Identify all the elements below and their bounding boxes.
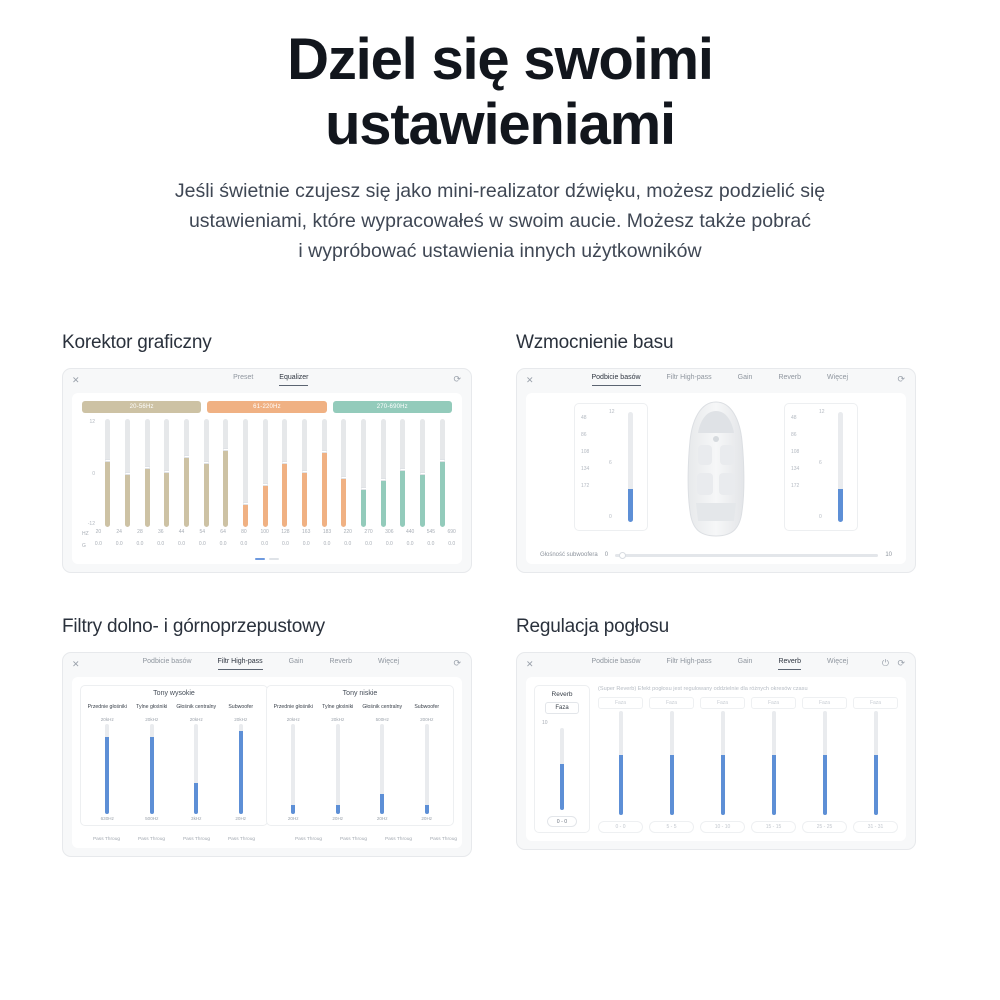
phase-chip[interactable]: Faza bbox=[700, 697, 745, 709]
reverb-slider[interactable] bbox=[853, 711, 898, 815]
reverb-slider[interactable] bbox=[649, 711, 694, 815]
filter-column bbox=[130, 704, 175, 821]
reverb-slider-track[interactable] bbox=[619, 711, 623, 815]
equalizer-slider-track[interactable] bbox=[282, 419, 287, 527]
equalizer-slider-track[interactable] bbox=[322, 419, 327, 527]
card-bass-caption: Wzmocnienie basu bbox=[516, 332, 674, 353]
filter-slider[interactable] bbox=[291, 724, 295, 814]
filter-column bbox=[271, 704, 316, 821]
slider-handle[interactable] bbox=[302, 470, 307, 473]
subwoofer-volume-label: Głośność subwoofera bbox=[540, 552, 598, 558]
filter-top-frequency: 500Hz bbox=[375, 717, 389, 722]
filter-bottom-frequency: 20Hz bbox=[287, 816, 299, 821]
filter-top-frequency: 20kHz bbox=[286, 717, 300, 722]
equalizer-gain-label: 0.0 bbox=[385, 541, 393, 547]
filter-slider[interactable] bbox=[239, 724, 243, 814]
pagination-dot[interactable] bbox=[255, 558, 265, 560]
equalizer-gain-label: 0.0 bbox=[136, 541, 144, 547]
slider-handle[interactable] bbox=[440, 459, 445, 462]
band-mid: 61-220Hz bbox=[207, 401, 326, 413]
filter-slider[interactable] bbox=[150, 724, 154, 814]
equalizer-slider[interactable] bbox=[295, 419, 315, 527]
filter-pass-through-row bbox=[84, 837, 264, 842]
equalizer-slider-track[interactable] bbox=[302, 419, 307, 527]
equalizer-slider-track[interactable] bbox=[263, 419, 268, 527]
filters-topbar bbox=[63, 653, 471, 675]
pass-through-label[interactable]: Pass Throug bbox=[227, 837, 256, 842]
filter-column bbox=[360, 704, 405, 821]
filter-group-title: Tony niskie bbox=[342, 690, 378, 697]
filter-channel-label: Głośnik centralny bbox=[362, 704, 403, 710]
equalizer-slider[interactable] bbox=[196, 419, 216, 527]
equalizer-slider-track[interactable] bbox=[223, 419, 228, 527]
bass-left-scale-mid: 6 bbox=[609, 460, 612, 466]
filter-bottom-frequency: 3kHz bbox=[191, 816, 202, 821]
reverb-slider-track[interactable] bbox=[874, 711, 878, 815]
reverb-range-labels bbox=[598, 821, 898, 833]
phase-chip[interactable]: Faza bbox=[853, 697, 898, 709]
reverb-panel bbox=[526, 677, 906, 841]
equalizer-gain-label: 0.0 bbox=[302, 541, 310, 547]
bass-left-ticks bbox=[581, 410, 589, 495]
bass-right-slider[interactable] bbox=[838, 412, 843, 522]
equalizer-gain-label: 0.0 bbox=[198, 541, 206, 547]
subwoofer-max: 10 bbox=[885, 552, 892, 558]
filters-screen bbox=[62, 652, 472, 857]
bass-tick-label: 134 bbox=[581, 466, 590, 472]
equalizer-frequency-labels bbox=[88, 529, 462, 535]
filter-pass-through-row bbox=[286, 837, 466, 842]
page-title bbox=[0, 0, 1000, 158]
tab-reverb[interactable]: Reverb bbox=[329, 658, 353, 666]
slider-handle[interactable] bbox=[145, 466, 150, 469]
filter-bottom-frequency: 20Hz bbox=[421, 816, 433, 821]
bass-right-scale-top: 12 bbox=[819, 409, 825, 415]
reverb-topbar bbox=[517, 653, 915, 675]
filter-column bbox=[85, 704, 130, 821]
equalizer-gain-label: 0.0 bbox=[94, 541, 102, 547]
equalizer-frequency-label: 100 bbox=[260, 529, 269, 535]
equalizer-gain-label: 0.0 bbox=[115, 541, 123, 547]
reverb-tabs bbox=[534, 658, 906, 670]
refresh-icon[interactable]: ⟳ bbox=[453, 658, 461, 668]
reverb-sliders bbox=[598, 711, 898, 815]
tab-podbicie-bas-w[interactable]: Podbicie basów bbox=[591, 658, 641, 666]
close-icon[interactable]: ✕ bbox=[72, 658, 80, 669]
equalizer-gain-label: 0.0 bbox=[406, 541, 414, 547]
tab-equalizer[interactable]: Equalizer bbox=[279, 374, 308, 386]
equalizer-frequency-label: 440 bbox=[405, 529, 415, 535]
bass-tick-label: 134 bbox=[791, 466, 800, 472]
filter-channel-label: Tylne głośniki bbox=[136, 704, 168, 710]
card-equalizer bbox=[62, 332, 472, 573]
bass-panel bbox=[526, 393, 906, 564]
equalizer-slider[interactable] bbox=[118, 419, 138, 527]
equalizer-slider-track[interactable] bbox=[341, 419, 346, 527]
reverb-range-label[interactable]: 5 - 5 bbox=[649, 821, 694, 833]
slider-handle[interactable] bbox=[105, 459, 110, 462]
slider-handle[interactable] bbox=[164, 470, 169, 473]
page-subtitle bbox=[30, 176, 970, 267]
bass-tick-label: 108 bbox=[581, 449, 590, 455]
filter-top-frequency: 20kHz bbox=[145, 717, 159, 722]
equalizer-frequency-label: 183 bbox=[322, 529, 332, 535]
equalizer-slider[interactable] bbox=[216, 419, 236, 527]
tab-preset[interactable]: Preset bbox=[233, 374, 254, 382]
reverb-slider[interactable] bbox=[598, 711, 643, 815]
equalizer-g-rowlabel: G bbox=[82, 543, 86, 549]
y-tick-bottom: -12 bbox=[87, 521, 95, 527]
equalizer-slider[interactable] bbox=[432, 419, 452, 527]
equalizer-slider-track[interactable] bbox=[164, 419, 169, 527]
equalizer-frequency-label: 44 bbox=[178, 529, 185, 535]
equalizer-gain-label: 0.0 bbox=[178, 541, 185, 547]
filter-channel-label: Przednie głośniki bbox=[273, 704, 313, 710]
tab-gain[interactable]: Gain bbox=[288, 658, 304, 666]
equalizer-hz-rowlabel: HZ bbox=[82, 531, 89, 537]
pass-through-label[interactable]: Pass Throug bbox=[182, 837, 211, 842]
reverb-master-label: Reverb bbox=[551, 691, 573, 698]
slider-handle[interactable] bbox=[204, 461, 209, 464]
slider-handle[interactable] bbox=[341, 476, 346, 479]
equalizer-slider-track[interactable] bbox=[400, 419, 405, 527]
reverb-range-label[interactable]: 0 - 0 bbox=[598, 821, 643, 833]
phase-chip[interactable]: Faza bbox=[598, 697, 643, 709]
reverb-slider-track[interactable] bbox=[823, 711, 827, 815]
filter-top-frequency: 20kHz bbox=[100, 717, 114, 722]
close-icon[interactable]: ✕ bbox=[526, 658, 534, 669]
equalizer-slider[interactable] bbox=[98, 419, 118, 527]
filter-bottom-frequency: 500Hz bbox=[145, 816, 159, 821]
equalizer-frequency-label: 54 bbox=[199, 529, 206, 535]
equalizer-frequency-label: 36 bbox=[157, 529, 164, 535]
reverb-master-slider[interactable] bbox=[560, 728, 564, 810]
equalizer-frequency-label: 20 bbox=[95, 529, 102, 535]
bass-right-scale-bottom: 0 bbox=[819, 514, 822, 520]
equalizer-screen bbox=[62, 368, 472, 573]
tab-wi-cej[interactable]: Więcej bbox=[827, 374, 849, 382]
slider-handle[interactable] bbox=[381, 478, 386, 481]
tab-gain[interactable]: Gain bbox=[737, 658, 753, 666]
pass-through-label[interactable]: Pass Throug bbox=[429, 837, 458, 842]
power-icon[interactable]: ⏻ bbox=[881, 658, 889, 668]
bass-left-slider[interactable] bbox=[628, 412, 633, 522]
equalizer-frequency-label: 64 bbox=[220, 529, 226, 535]
tab-podbicie-bas-w[interactable]: Podbicie basów bbox=[592, 374, 641, 386]
reverb-range-label[interactable]: 10 - 10 bbox=[700, 821, 745, 833]
equalizer-frequency-label: 690 bbox=[447, 529, 456, 535]
filter-column bbox=[405, 704, 450, 821]
bass-right-ticks bbox=[791, 410, 799, 495]
tab-reverb[interactable]: Reverb bbox=[778, 374, 802, 382]
filter-slider[interactable] bbox=[380, 724, 384, 814]
filter-channel-label: Przednie głośniki bbox=[87, 704, 127, 710]
filter-slider[interactable] bbox=[194, 724, 198, 814]
subwoofer-min: 0 bbox=[604, 552, 609, 558]
tab-gain[interactable]: Gain bbox=[737, 374, 753, 382]
slider-handle[interactable] bbox=[263, 483, 268, 486]
slider-handle[interactable] bbox=[619, 552, 626, 559]
equalizer-slider[interactable] bbox=[314, 419, 334, 527]
tab-wi-cej[interactable]: Więcej bbox=[827, 658, 849, 666]
reverb-range-label[interactable]: 25 - 25 bbox=[802, 821, 847, 833]
filter-column bbox=[316, 704, 361, 821]
page-title-line2: ustawieniami bbox=[325, 91, 675, 157]
equalizer-frequency-label: 306 bbox=[385, 529, 394, 535]
reverb-slider[interactable] bbox=[802, 711, 847, 815]
filter-column bbox=[174, 704, 219, 821]
card-reverb-caption: Regulacja pogłosu bbox=[516, 616, 669, 637]
refresh-icon[interactable]: ⟳ bbox=[897, 658, 905, 668]
slider-handle[interactable] bbox=[400, 468, 405, 471]
equalizer-sliders[interactable] bbox=[98, 419, 452, 527]
filter-top-frequency: 20kHz bbox=[189, 717, 203, 722]
filter-group-low bbox=[266, 685, 454, 826]
slider-handle[interactable] bbox=[223, 448, 228, 451]
filter-bottom-frequency: 20Hz bbox=[332, 816, 344, 821]
bass-left-scale-bottom: 0 bbox=[609, 514, 612, 520]
equalizer-slider[interactable] bbox=[275, 419, 295, 527]
filter-top-frequency: 20kHz bbox=[234, 717, 248, 722]
filters-panel bbox=[72, 677, 462, 848]
bass-tick-label: 86 bbox=[791, 432, 797, 438]
equalizer-frequency-label: 128 bbox=[281, 529, 290, 535]
tab-podbicie-bas-w[interactable]: Podbicie basów bbox=[142, 658, 192, 666]
bass-tick-label: 48 bbox=[581, 415, 587, 421]
page-subtitle-line1: Jeśli świetnie czujesz się jako mini-realizator dźwięku, możesz podzielić się bbox=[174, 179, 826, 202]
equalizer-frequency-label: 545 bbox=[426, 529, 436, 535]
reverb-screen bbox=[516, 652, 916, 850]
equalizer-y-axis bbox=[82, 419, 96, 527]
bass-tick-label: 172 bbox=[791, 483, 800, 489]
close-icon[interactable]: ✕ bbox=[526, 374, 534, 385]
filter-bottom-frequency: 20Hz bbox=[376, 816, 388, 821]
card-equalizer-caption: Korektor graficzny bbox=[62, 332, 212, 353]
equalizer-slider[interactable] bbox=[373, 419, 393, 527]
tab-reverb[interactable]: Reverb bbox=[778, 658, 801, 670]
close-icon[interactable]: ✕ bbox=[72, 374, 80, 385]
reverb-master-scale-top: 10 bbox=[542, 720, 548, 726]
slider-handle[interactable] bbox=[420, 472, 425, 475]
refresh-icon[interactable]: ⟳ bbox=[453, 374, 461, 384]
equalizer-slider[interactable] bbox=[334, 419, 354, 527]
filter-slider[interactable] bbox=[105, 724, 109, 814]
bass-left-scale-top: 12 bbox=[609, 409, 615, 415]
equalizer-gain-label: 0.0 bbox=[448, 541, 456, 547]
bass-tick-label: 108 bbox=[791, 449, 800, 455]
page-title-line1: Dziel się swoimi bbox=[287, 27, 713, 92]
equalizer-slider-track[interactable] bbox=[204, 419, 209, 527]
pagination-dot[interactable] bbox=[269, 558, 279, 560]
equalizer-slider-track[interactable] bbox=[243, 419, 248, 527]
equalizer-slider[interactable] bbox=[177, 419, 197, 527]
phase-chip[interactable]: Faza bbox=[751, 697, 796, 709]
filter-bottom-frequency: 630Hz bbox=[100, 816, 114, 821]
filter-columns bbox=[85, 704, 263, 821]
equalizer-gain-label: 0.0 bbox=[261, 541, 269, 547]
slider-handle[interactable] bbox=[282, 461, 287, 464]
slider-handle[interactable] bbox=[243, 502, 248, 505]
pass-through-label[interactable]: Pass Throug bbox=[384, 837, 413, 842]
reverb-phase-chips bbox=[598, 697, 898, 709]
bass-left-channel bbox=[574, 403, 648, 531]
reverb-master-value[interactable]: 0 - 0 bbox=[547, 816, 577, 827]
equalizer-band-legend bbox=[82, 401, 452, 413]
reverb-note: (Super Reverb) Efekt pogłosu jest regulowany oddzielnie dla różnych okresów czasu bbox=[598, 686, 808, 692]
filter-top-frequency: 20kHz bbox=[331, 717, 345, 722]
bass-tick-label: 48 bbox=[791, 415, 797, 421]
band-low: 20-56Hz bbox=[82, 401, 201, 413]
bass-topbar bbox=[517, 369, 915, 391]
equalizer-slider-track[interactable] bbox=[361, 419, 366, 527]
slider-handle[interactable] bbox=[184, 455, 189, 458]
phase-chip[interactable]: Faza bbox=[802, 697, 847, 709]
filter-column bbox=[219, 704, 264, 821]
equalizer-frequency-label: 24 bbox=[116, 529, 122, 535]
equalizer-frequency-label: 80 bbox=[241, 529, 247, 535]
card-filters bbox=[62, 616, 472, 857]
card-reverb bbox=[516, 616, 916, 850]
equalizer-gain-label: 0.0 bbox=[427, 541, 435, 547]
bass-screen bbox=[516, 368, 916, 573]
pass-through-label[interactable]: Pass Throug bbox=[339, 837, 368, 842]
page-subtitle-line3: i wypróbować ustawienia innych użytkowników bbox=[298, 240, 702, 263]
filter-channel-label: Subwoofer bbox=[228, 704, 254, 710]
equalizer-gain-label: 0.0 bbox=[219, 541, 227, 547]
filter-slider[interactable] bbox=[336, 724, 340, 814]
slider-handle[interactable] bbox=[361, 487, 366, 490]
equalizer-frequency-label: 163 bbox=[302, 529, 311, 535]
tab-filtr-high-pass[interactable]: Filtr High-pass bbox=[218, 658, 263, 670]
reverb-range-label[interactable]: 15 - 15 bbox=[751, 821, 796, 833]
refresh-icon[interactable]: ⟳ bbox=[897, 374, 905, 384]
equalizer-slider-track[interactable] bbox=[420, 419, 425, 527]
filter-channel-label: Głośnik centralny bbox=[176, 704, 217, 710]
equalizer-slider[interactable] bbox=[236, 419, 256, 527]
equalizer-slider-track[interactable] bbox=[105, 419, 110, 527]
car-illustration bbox=[668, 399, 764, 539]
tab-filtr-high-pass[interactable]: Filtr High-pass bbox=[666, 658, 712, 666]
subwoofer-volume-row bbox=[540, 552, 892, 558]
equalizer-panel bbox=[72, 393, 462, 564]
filter-slider[interactable] bbox=[425, 724, 429, 814]
filter-columns bbox=[271, 704, 449, 821]
equalizer-plot bbox=[82, 419, 452, 527]
equalizer-slider[interactable] bbox=[255, 419, 275, 527]
reverb-slider[interactable] bbox=[700, 711, 745, 815]
subwoofer-volume-slider[interactable] bbox=[615, 554, 878, 557]
band-high: 270-690Hz bbox=[333, 401, 452, 413]
equalizer-slider[interactable] bbox=[354, 419, 374, 527]
filters-tabs bbox=[80, 658, 462, 670]
bass-right-scale-mid: 6 bbox=[819, 460, 822, 466]
card-filters-caption: Filtry dolno- i górnoprzepustowy bbox=[62, 616, 325, 637]
equalizer-slider[interactable] bbox=[157, 419, 177, 527]
y-tick-top: 12 bbox=[89, 419, 95, 425]
filter-group-title: Tony wysokie bbox=[153, 690, 195, 697]
bass-right-channel bbox=[784, 403, 858, 531]
y-tick-mid: 0 bbox=[92, 470, 95, 477]
equalizer-topbar bbox=[63, 369, 471, 391]
card-bass bbox=[516, 332, 916, 573]
equalizer-pagination[interactable] bbox=[72, 558, 462, 560]
equalizer-gain-label: 0.0 bbox=[281, 541, 289, 547]
equalizer-frequency-label: 220 bbox=[343, 529, 352, 535]
bass-tabs bbox=[534, 374, 906, 386]
filter-bottom-frequency: 20Hz bbox=[235, 816, 247, 821]
equalizer-slider-track[interactable] bbox=[145, 419, 150, 527]
equalizer-gain-label: 0.0 bbox=[344, 541, 352, 547]
pass-through-label[interactable]: Pass Throug bbox=[92, 837, 121, 842]
equalizer-gain-label: 0.0 bbox=[323, 541, 331, 547]
reverb-slider-track[interactable] bbox=[670, 711, 674, 815]
equalizer-slider-track[interactable] bbox=[184, 419, 189, 527]
reverb-slider[interactable] bbox=[751, 711, 796, 815]
phase-button[interactable]: Faza bbox=[545, 702, 578, 714]
bass-tick-label: 86 bbox=[581, 432, 587, 438]
equalizer-gain-label: 0.0 bbox=[365, 541, 373, 547]
reverb-range-label[interactable]: 31 - 31 bbox=[853, 821, 898, 833]
tab-filtr-high-pass[interactable]: Filtr High-pass bbox=[666, 374, 712, 382]
slider-handle[interactable] bbox=[125, 472, 130, 475]
equalizer-slider[interactable] bbox=[413, 419, 433, 527]
equalizer-slider[interactable] bbox=[137, 419, 157, 527]
pass-through-label[interactable]: Pass Throug bbox=[294, 837, 323, 842]
equalizer-slider[interactable] bbox=[393, 419, 413, 527]
reverb-master-control bbox=[534, 685, 590, 833]
page-subtitle-line2: ustawieniami, które wypracowałeś w swoim aucie. Możesz także pobrać bbox=[188, 210, 812, 233]
equalizer-slider-track[interactable] bbox=[440, 419, 445, 527]
equalizer-slider-track[interactable] bbox=[125, 419, 130, 527]
tab-wi-cej[interactable]: Więcej bbox=[378, 658, 400, 666]
filter-group-high bbox=[80, 685, 268, 826]
slider-handle[interactable] bbox=[322, 450, 327, 453]
reverb-slider-track[interactable] bbox=[721, 711, 725, 815]
equalizer-frequency-label: 270 bbox=[364, 529, 373, 535]
pass-through-label[interactable]: Pass Throug bbox=[137, 837, 166, 842]
equalizer-gain-label: 0.0 bbox=[240, 541, 248, 547]
equalizer-gain-labels bbox=[88, 541, 462, 547]
equalizer-slider-track[interactable] bbox=[381, 419, 386, 527]
equalizer-frequency-label: 28 bbox=[137, 529, 143, 535]
filter-channel-label: Tylne głośniki bbox=[322, 704, 354, 710]
reverb-slider-track[interactable] bbox=[772, 711, 776, 815]
equalizer-gain-label: 0.0 bbox=[157, 541, 165, 547]
phase-chip[interactable]: Faza bbox=[649, 697, 694, 709]
equalizer-tabs bbox=[80, 374, 462, 386]
filter-channel-label: Subwoofer bbox=[414, 704, 440, 710]
bass-tick-label: 172 bbox=[581, 483, 590, 489]
filter-top-frequency: 200Hz bbox=[420, 717, 434, 722]
